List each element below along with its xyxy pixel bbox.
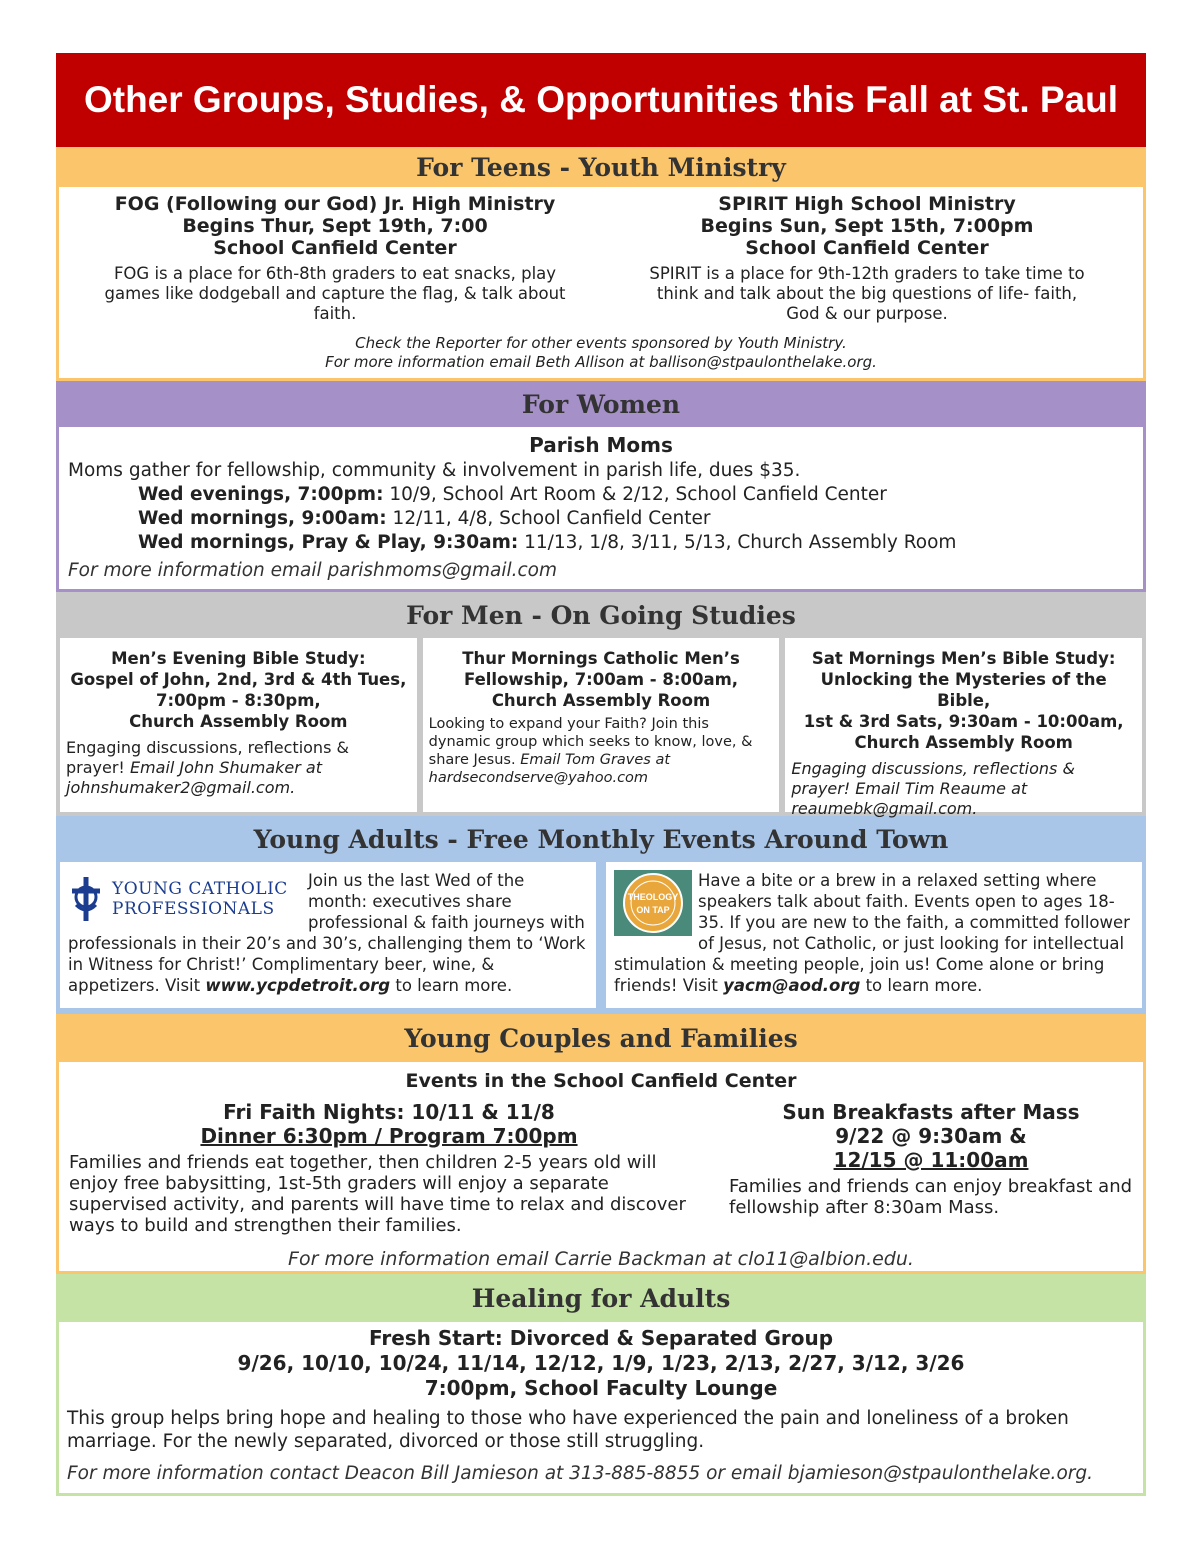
sun-breakfast-date2: 12/15 @ 11:00am (833, 1148, 1029, 1172)
women-heading: For Women (56, 381, 1146, 427)
teens-section (56, 187, 1146, 381)
card-subtitle: Unlocking the Mysteries of the Bible, (820, 670, 1107, 710)
spirit-date: Begins Sun, Sept 15th, 7:00pm (700, 215, 1034, 237)
card-email: Email John Shumaker at johnshumaker2@gmail.com. (66, 758, 322, 797)
card-text (429, 715, 774, 787)
sun-breakfast-date1: 9/22 @ 9:30am & (835, 1124, 1027, 1148)
sun-breakfast-title: Sun Breakfasts after Mass (782, 1100, 1080, 1124)
session-row (68, 507, 1134, 531)
tot-logo-line2: ON TAP (636, 905, 670, 915)
faith-nights-text: Families and friends eat together, then children 2-5 years old will enjoy free babysitting, 1st-5th graders will enjoy a separate supervised activity, and parents will have time to relax and discover ways to build and strengthen their families. (69, 1152, 686, 1236)
tot-card (606, 862, 1142, 1008)
session-label: Wed evenings, 7:00pm: (138, 484, 384, 505)
card-text (791, 759, 1136, 819)
faith-nights-title: Fri Faith Nights: 10/11 & 11/8 (223, 1100, 555, 1124)
women-contact: For more information email parishmoms@gmail.com (68, 560, 557, 581)
fog-location: School Canfield Center (213, 237, 457, 259)
couples-contact: For more information email Carrie Backman at clo11@albion.edu. (288, 1248, 914, 1270)
fresh-start-title: Fresh Start: Divorced & Separated Group (368, 1326, 834, 1350)
card-location: Church Assembly Room (854, 733, 1073, 752)
session-row (68, 483, 1134, 507)
ycp-after: to learn more. (390, 976, 513, 995)
men-section (56, 638, 1146, 816)
tot-logo-line1: THEOLOGY (627, 892, 679, 902)
session-text: 11/13, 1/8, 3/11, 5/13, Church Assembly Room (518, 532, 957, 553)
parish-moms-intro: Moms gather for fellowship, community & involvement in parish life, dues $35. (68, 460, 801, 481)
tot-after: to learn more. (860, 976, 983, 995)
card-title: Men’s Evening Bible Study: (111, 649, 366, 668)
card-desc: Looking to expand your Faith? Join this dynamic group which seeks to know, love, & share Jesus. (428, 716, 753, 768)
faith-nights-time: Dinner 6:30pm / Program 7:00pm (200, 1124, 578, 1148)
teens-heading: For Teens - Youth Ministry (56, 147, 1146, 187)
sun-breakfast-block (709, 1100, 1133, 1236)
teens-note (69, 334, 1133, 372)
ycp-logo-line1: YOUNG CATHOLIC (112, 879, 288, 899)
fog-title: FOG (Following our God) Jr. High Ministry (114, 193, 556, 215)
ycp-cross-icon (68, 875, 104, 923)
spirit-block (601, 193, 1133, 324)
theology-on-tap-icon (614, 870, 692, 936)
fresh-start-dates: 9/26, 10/10, 10/24, 11/14, 12/12, 1/9, 1/23, 2/13, 2/27, 3/12, 3/26 (237, 1351, 965, 1375)
healing-heading: Healing for Adults (56, 1274, 1146, 1322)
ycp-card (60, 862, 596, 1008)
session-text: 12/11, 4/8, School Canfield Center (386, 508, 711, 529)
page-title: Other Groups, Studies, & Opportunities this Fall at St. Paul (56, 53, 1146, 147)
men-study-card (785, 638, 1142, 818)
couples-events-location: Events in the School Canfield Center (405, 1070, 797, 1092)
tot-link[interactable]: yacm@aod.org (723, 976, 861, 995)
young-adults-heading: Young Adults - Free Monthly Events Around Town (56, 816, 1146, 862)
ycp-logo (68, 870, 304, 928)
young-adults-section (56, 862, 1146, 1014)
theology-on-tap-logo (614, 870, 692, 936)
ycp-text: Join us the last Wed of the month: executives share professional & faith journeys with professionals in their 20’s and 30’s, challenging them to ‘Work in Witness for Christ!’ Complimentary beer, wine, & appetizers. Visit (68, 871, 586, 995)
men-study-card (60, 638, 417, 812)
card-title: Sat Mornings Men’s Bible Study: (811, 649, 1116, 668)
men-study-card (423, 638, 780, 812)
card-location: Church Assembly Room (491, 691, 711, 710)
healing-section (56, 1322, 1146, 1496)
card-text (66, 738, 411, 798)
fresh-start-time: 7:00pm, School Faculty Lounge (424, 1376, 778, 1400)
ycp-logo-line2: PROFESSIONALS (112, 899, 275, 919)
card-email: Email Tim Reaume at reaumebk@gmail.com. (791, 779, 1028, 818)
women-section (56, 427, 1146, 592)
card-time: 1st & 3rd Sats, 9:30am - 10:00am, (803, 712, 1124, 731)
card-subtitle: Fellowship, 7:00am - 8:00am, (463, 670, 739, 689)
flyer (56, 53, 1146, 1515)
parish-moms-title: Parish Moms (529, 433, 673, 457)
session-text: 10/9, School Art Room & 2/12, School Canfield Center (383, 484, 887, 505)
spirit-description: SPIRIT is a place for 9th-12th graders to take time to think and talk about the big questions of life- faith, God & our purpose. (649, 264, 1085, 323)
session-label: Wed mornings, Pray & Play, 9:30am: (138, 532, 519, 553)
healing-contact: For more information contact Deacon Bill Jamieson at 313-885-8855 or email bjamieson@stpaulonthelake.org. (67, 1463, 1093, 1484)
ycp-logo-text (112, 879, 288, 919)
spirit-title: SPIRIT High School Ministry (718, 193, 1016, 215)
ycp-link[interactable]: www.ycpdetroit.org (205, 976, 391, 995)
fresh-start-text: This group helps bring hope and healing to those who have experienced the pain and loneliness of a broken marriage. For the newly separated, divorced or those still struggling. (67, 1408, 1069, 1452)
card-subtitle: Gospel of John, 2nd, 3rd & 4th Tues, (70, 670, 407, 689)
sun-breakfast-text: Families and friends can enjoy breakfast and fellowship after 8:30am Mass. (729, 1176, 1133, 1218)
men-heading: For Men - On Going Studies (56, 592, 1146, 638)
spirit-location: School Canfield Center (745, 237, 989, 259)
faith-nights-block (69, 1100, 709, 1236)
card-email: Email Tom Graves at hardsecondserve@yahoo.com (428, 752, 671, 786)
session-row (68, 531, 1134, 555)
fog-block (69, 193, 601, 324)
couples-heading: Young Couples and Families (56, 1014, 1146, 1062)
session-label: Wed mornings, 9:00am: (138, 508, 387, 529)
card-desc: Engaging discussions, reflections & prayer! (66, 738, 349, 777)
teens-note-contact: For more information email Beth Allison at ballison@stpaulonthelake.org. (325, 353, 877, 371)
card-location: Church Assembly Room (129, 712, 348, 731)
fog-description: FOG is a place for 6th-8th graders to eat snacks, play games like dodgeball and capture the flag, & talk about faith. (104, 264, 566, 323)
card-desc: Engaging discussions, reflections & prayer! (791, 759, 1075, 798)
fog-date: Begins Thur, Sept 19th, 7:00 (182, 215, 488, 237)
card-time: 7:00pm - 8:30pm, (155, 691, 321, 710)
card-title: Thur Mornings Catholic Men’s (462, 649, 740, 668)
couples-section (56, 1062, 1146, 1274)
teens-note-reporter: Check the Reporter for other events sponsored by Youth Ministry. (355, 334, 847, 352)
tot-text: Have a bite or a brew in a relaxed setting where speakers talk about faith. Events open to ages 18-35. If you are new to the faith, a committed follower of Jesus, not Catholic, or just looking for intellectual stimulation & meeting people, join us! Come alone or bring friends! Visit (614, 871, 1130, 995)
